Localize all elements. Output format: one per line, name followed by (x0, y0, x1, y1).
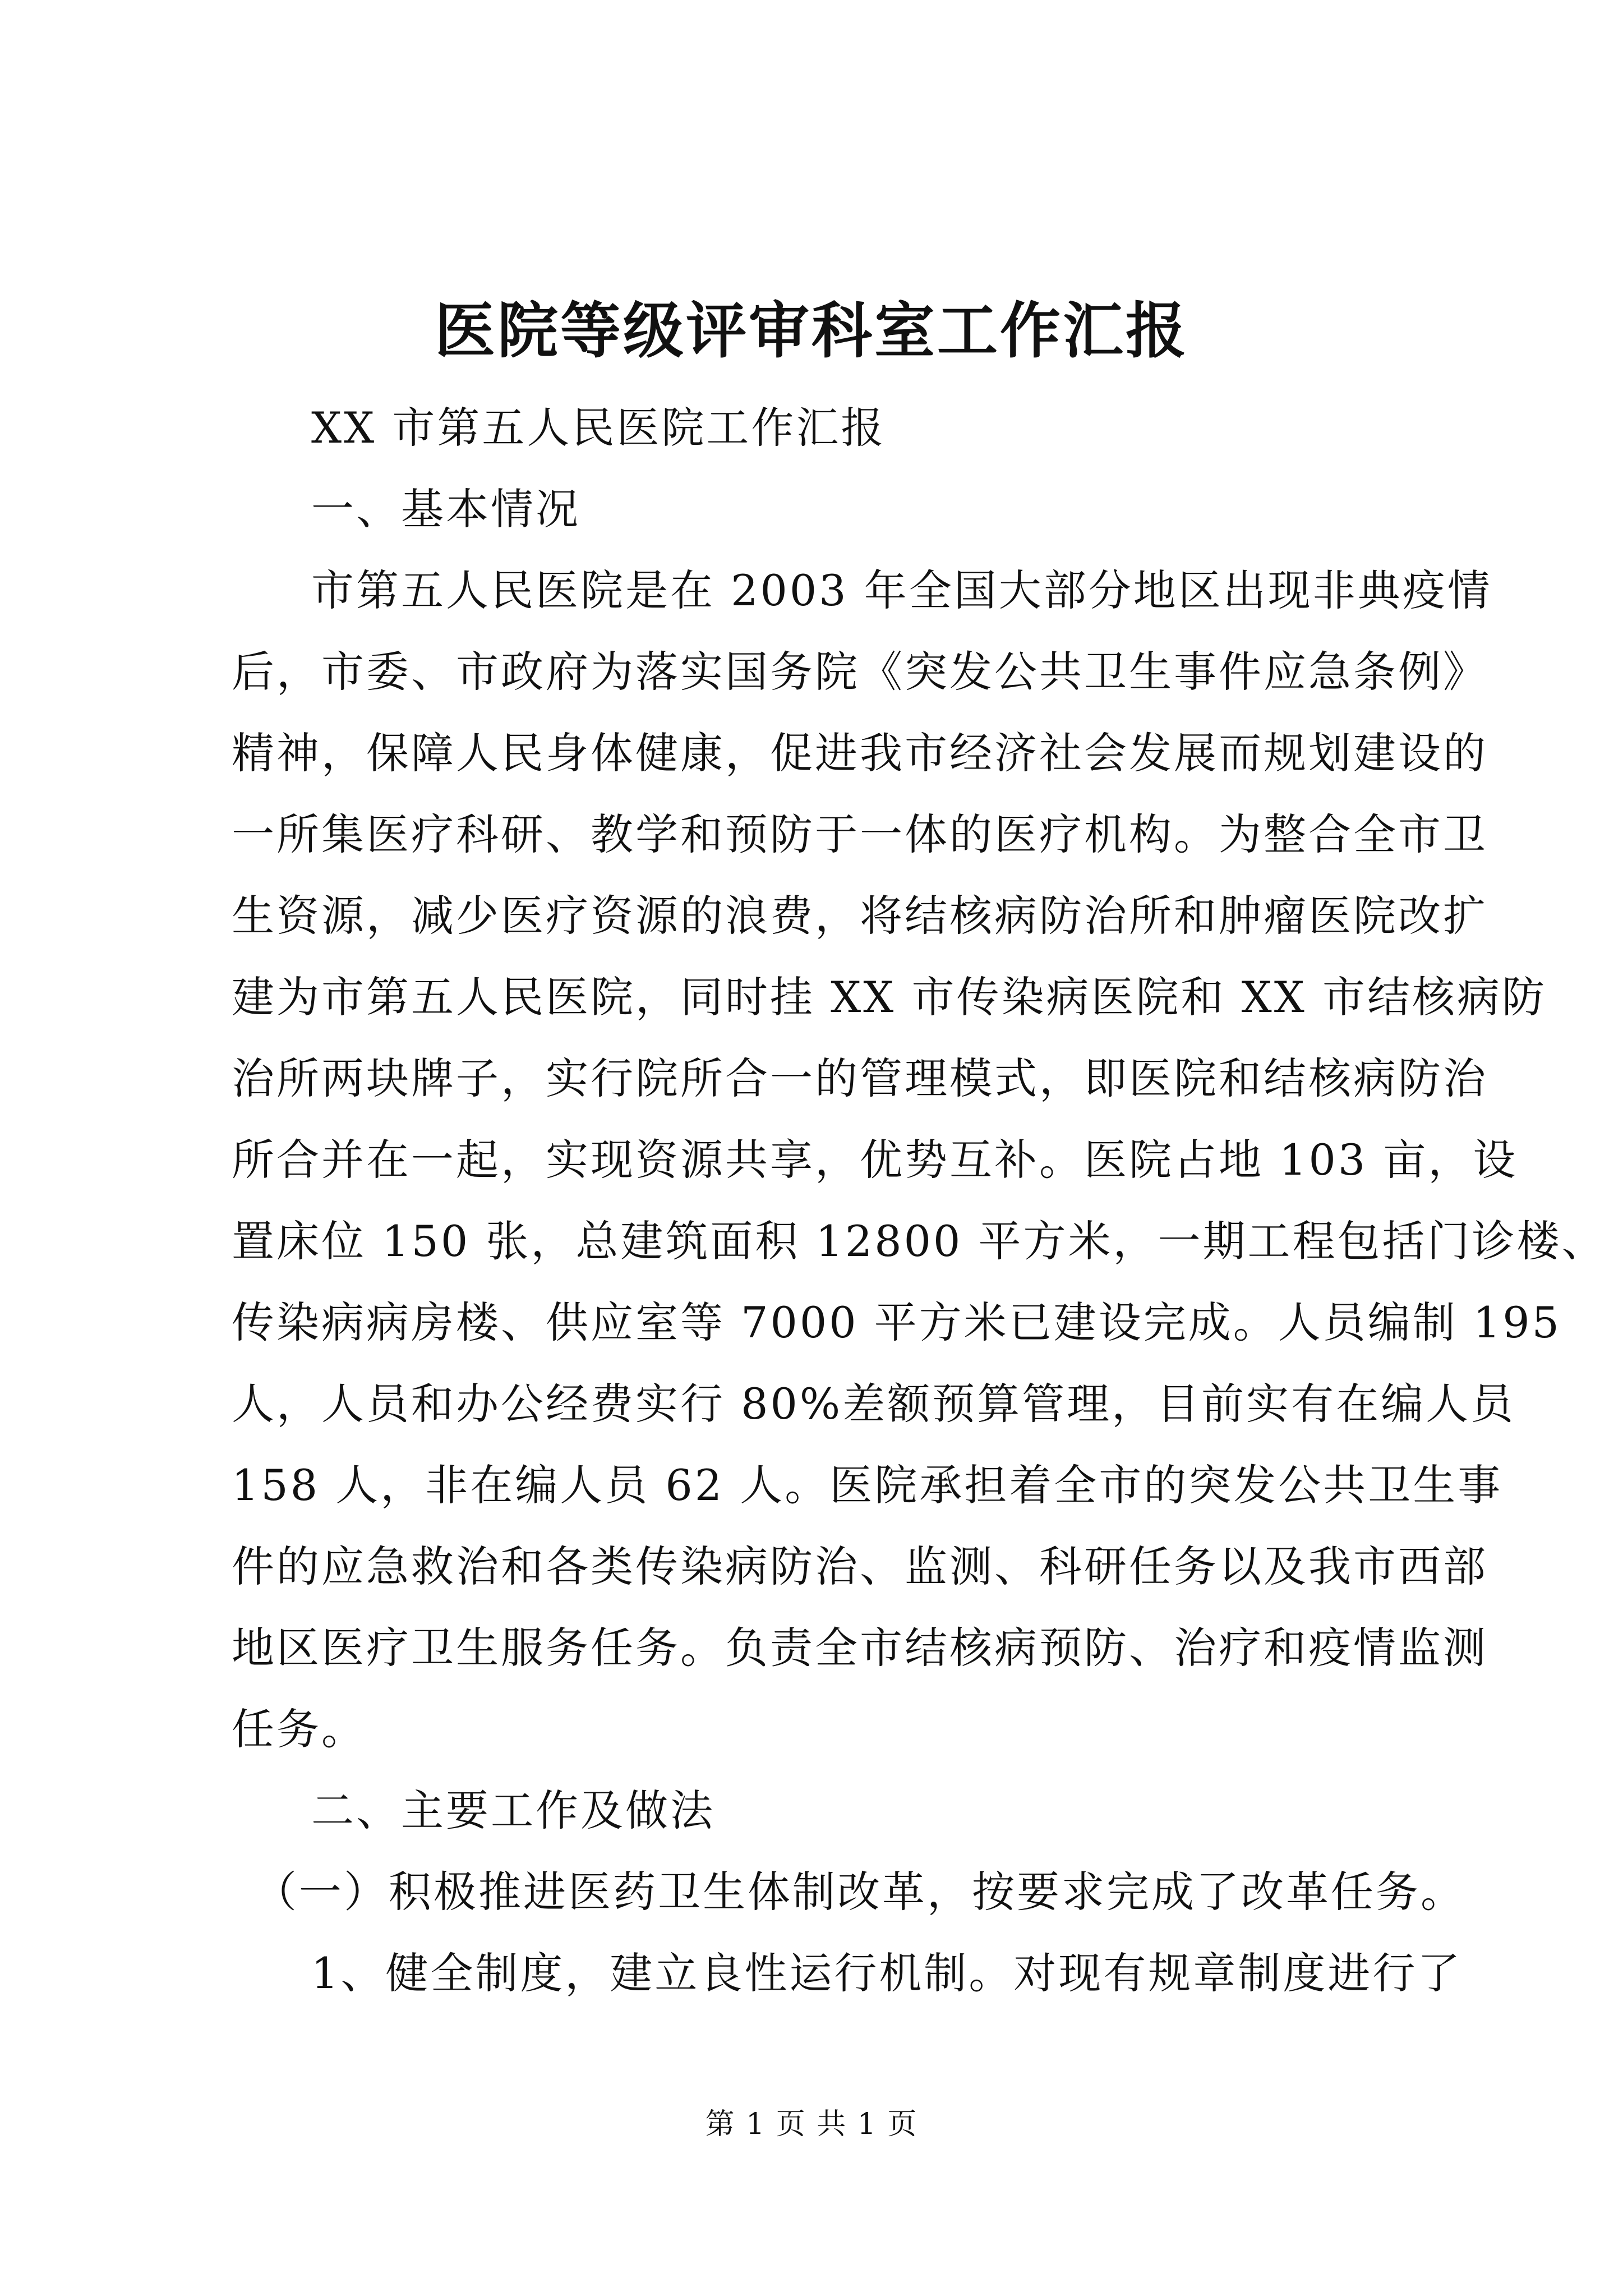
document-title: 医院等级评审科室工作汇报 (434, 296, 1188, 366)
section-heading: 二、主要工作及做法 (311, 1786, 715, 1835)
paragraph-line: 置床位 150 张，总建筑面积 12800 平方米，一期工程包括门诊楼、 (232, 1216, 1607, 1266)
document-body (232, 387, 1607, 2014)
paragraph-line: 地区医疗卫生服务任务。负责全市结核病预防、治疗和疫情监测 (232, 1623, 1488, 1673)
page-number-footer: 第 1 页 共 1 页 (705, 2108, 918, 2141)
paragraph-line: 传染病病房楼、供应室等 7000 平方米已建设完成。人员编制 195 (232, 1297, 1561, 1347)
paragraph-line: 精神，保障人民身体健康，促进我市经济社会发展而规划建设的 (232, 728, 1488, 778)
paragraph-line: 后，市委、市政府为落实国务院《突发公共卫生事件应急条例》 (232, 647, 1488, 697)
paragraph-line: 生资源，减少医疗资源的浪费，将结核病防治所和肿瘤医院改扩 (232, 891, 1488, 941)
paragraph-line: 所合并在一起，实现资源共享，优势互补。医院占地 103 亩，设 (232, 1135, 1518, 1185)
paragraph-line: 治所两块牌子，实行院所合一的管理模式，即医院和结核病防治 (232, 1053, 1488, 1103)
paragraph-line: 158 人，非在编人员 62 人。医院承担着全市的突发公共卫生事 (232, 1460, 1503, 1510)
paragraph-line: 一所集医疗科研、教学和预防于一体的医疗机构。为整合全市卫 (232, 809, 1488, 859)
subtitle-line: XX 市第五人民医院工作汇报 (311, 403, 886, 453)
section-heading: 一、基本情况 (311, 484, 580, 534)
paragraph-line: 市第五人民医院是在 2003 年全国大部分地区出现非典疫情 (311, 565, 1492, 615)
paragraph-line: 人，人员和办公经费实行 80%差额预算管理，目前实有在编人员 (232, 1379, 1516, 1429)
subsection-heading: （一）积极推进医药卫生体制改革，按要求完成了改革任务。 (254, 1867, 1465, 1917)
paragraph-line: 建为市第五人民医院，同时挂 XX 市传染病医院和 XX 市结核病防 (232, 972, 1547, 1022)
paragraph-line: 件的应急救治和各类传染病防治、监测、科研任务以及我市西部 (232, 1542, 1488, 1591)
paragraph-line: 1、健全制度，建立良性运行机制。对现有规章制度进行了 (311, 1948, 1463, 1998)
paragraph-line: 任务。 (232, 1704, 366, 1754)
